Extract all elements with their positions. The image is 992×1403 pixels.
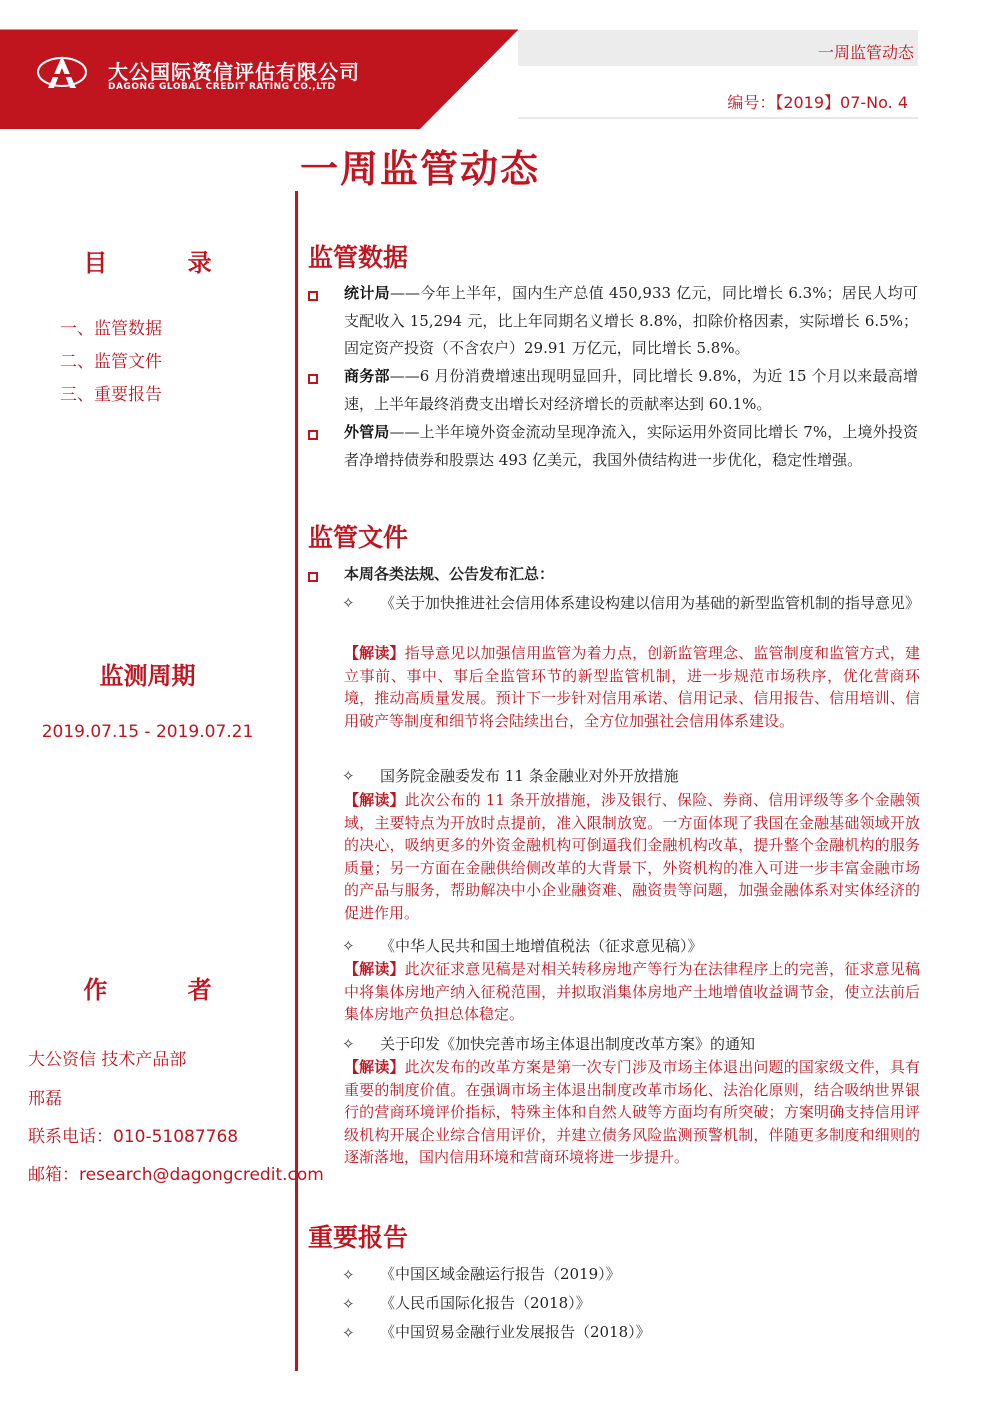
data-item (344, 280, 918, 363)
period-range: 2019.07.15 - 2019.07.21 (41, 722, 254, 742)
doc-interpretation (344, 1056, 920, 1169)
vertical-divider (295, 191, 298, 1371)
interpretation-text: 此次公布的 11 条开放措施，涉及银行、保险、券商、信用评级等多个金融领域，主要特点为开放时点提前，准入限制放宽。一方面体现了我国在金融基础领域开放的决心，吸纳更多的外资金融机构可倒逼我们金融机构改革，提升整个金融机构的服务质量；另一方面在金融供给侧改革的大背景下，外资机构的准入可进一步丰富金融市场的产品与服务，帮助解决中小企业融资难、融资贵等问题，加强金融体系对实体经济的促进作用。 (344, 791, 920, 922)
diamond-star-icon: ✧ (342, 1295, 355, 1313)
document-number: 编号：【2019】07-No. 4 (727, 93, 908, 112)
author-name: 邢磊 (28, 1089, 62, 1109)
toc-item-data[interactable]: 一、监管数据 (60, 319, 162, 339)
doc-interpretation (344, 789, 920, 924)
square-bullet-icon (308, 567, 324, 586)
data-item (344, 363, 918, 418)
diamond-star-icon: ✧ (342, 594, 355, 612)
diamond-star-icon: ✧ (342, 767, 355, 785)
docs-summary: 本周各类法规、公告发布汇总： (344, 565, 555, 583)
interpretation-tag: 【解读】 (344, 644, 405, 662)
interpretation-text: 此次征求意见稿是对相关转移房地产等行为在法律程序上的完善，征求意见稿中将集体房地产纳入征税范围，并拟取消集体房地产土地增值收益调节金，使立法前后集体房地产负担总体稳定。 (344, 960, 920, 1023)
doc-interpretation (344, 958, 920, 1026)
divider (518, 117, 918, 119)
diamond-star-icon: ✧ (342, 1324, 355, 1342)
data-text: ——6 月份消费增速出现明显回升，同比增长 9.8%，为近 15 个月以来最高增速，上半年最终消费支出增长对经济增长的贡献率达到 60.1%。 (344, 367, 918, 413)
page-title: 一周监管动态 (300, 147, 541, 191)
doc-ref: 《中华人民共和国土地增值税法（征求意见稿）》 (380, 937, 703, 955)
report-item: 《中国贸易金融行业发展报告（2018）》 (380, 1323, 651, 1341)
report-item: 《人民币国际化报告（2018）》 (380, 1294, 591, 1312)
doc-ref: 《关于加快推进社会信用体系建设构建以信用为基础的新型监管机制的指导意见》 (380, 594, 921, 612)
interpretation-tag: 【解读】 (344, 960, 405, 978)
square-bullet-icon (308, 369, 324, 388)
interpretation-text: 此次发布的改革方案是第一次专门涉及市场主体退出问题的国家级文件，具有重要的制度价值。在强调市场主体退出制度改革市场化、法治化原则，结合吸纳世界银行的营商环境评价指标，特殊主体和自然人破等方面均有所突破；方案明确支持信用评级机构开展企业综合信用评价，并建立债务风险监测预警机制，伴随更多制度和细则的逐渐落地，国内信用环境和营商环境将进一步提升。 (344, 1058, 920, 1166)
square-bullet-icon (308, 286, 324, 305)
series-title: 一周监管动态 (817, 43, 914, 62)
toc-item-reports[interactable]: 三、重要报告 (60, 385, 162, 405)
data-source: 商务部 (344, 367, 390, 385)
section-title-reports: 重要报告 (308, 1223, 409, 1252)
period-title: 监测周期 (99, 662, 196, 690)
report-item: 《中国区域金融运行报告（2019）》 (380, 1265, 621, 1283)
square-bullet-icon (308, 425, 324, 444)
toc-title: 目 录 (83, 249, 248, 277)
company-name-en: DAGONG GLOBAL CREDIT RATING CO.,LTD (108, 82, 336, 92)
doc-ref: 关于印发《加快完善市场主体退出制度改革方案》的通知 (380, 1035, 756, 1053)
data-item (344, 419, 918, 474)
interpretation-tag: 【解读】 (344, 1058, 405, 1076)
data-text: ——上半年境外资金流动呈现净流入，实际运用外资同比增长 7%，上境外投资者净增持债券和股票达 493 亿美元，我国外债结构进一步优化，稳定性增强。 (344, 423, 918, 469)
author-title: 作 者 (83, 976, 248, 1004)
section-title-data: 监管数据 (308, 243, 409, 272)
interpretation-tag: 【解读】 (344, 791, 405, 809)
data-source: 统计局 (344, 284, 390, 302)
company-logo-icon (36, 52, 88, 92)
diamond-star-icon: ✧ (342, 1035, 355, 1053)
doc-interpretation (344, 642, 920, 732)
section-title-docs: 监管文件 (308, 523, 409, 552)
data-text: ——今年上半年，国内生产总值 450,933 亿元，同比增长 6.3%；居民人均可支配收入 15,294 元，比上年同期名义增长 8.8%，扣除价格因素，实际增长 6.5%；固定资产投资（不含农户）29.91 万亿元，同比增长 5.8%。 (344, 284, 918, 357)
company-name-cn: 大公国际资信评估有限公司 (108, 60, 360, 84)
author-email[interactable]: 邮箱：research@dagongcredit.com (28, 1165, 324, 1185)
interpretation-text: 指导意见以加强信用监管为着力点，创新监管理念、监管制度和监管方式，建立事前、事中、事后全监管环节的新型监管机制，进一步规范市场秩序，优化营商环境，推动高质量发展。预计下一步针对信用承诺、信用记录、信用报告、信用培训、信用破产等制度和细节将会陆续出台，全方位加强社会信用体系建设。 (344, 644, 920, 730)
diamond-star-icon: ✧ (342, 1266, 355, 1284)
data-source: 外管局 (344, 423, 390, 441)
toc-item-docs[interactable]: 二、监管文件 (60, 352, 162, 372)
author-phone: 联系电话：010-51087768 (28, 1127, 239, 1147)
author-dept: 大公资信 技术产品部 (28, 1050, 187, 1070)
doc-ref: 国务院金融委发布 11 条金融业对外开放措施 (380, 767, 679, 785)
diamond-star-icon: ✧ (342, 937, 355, 955)
